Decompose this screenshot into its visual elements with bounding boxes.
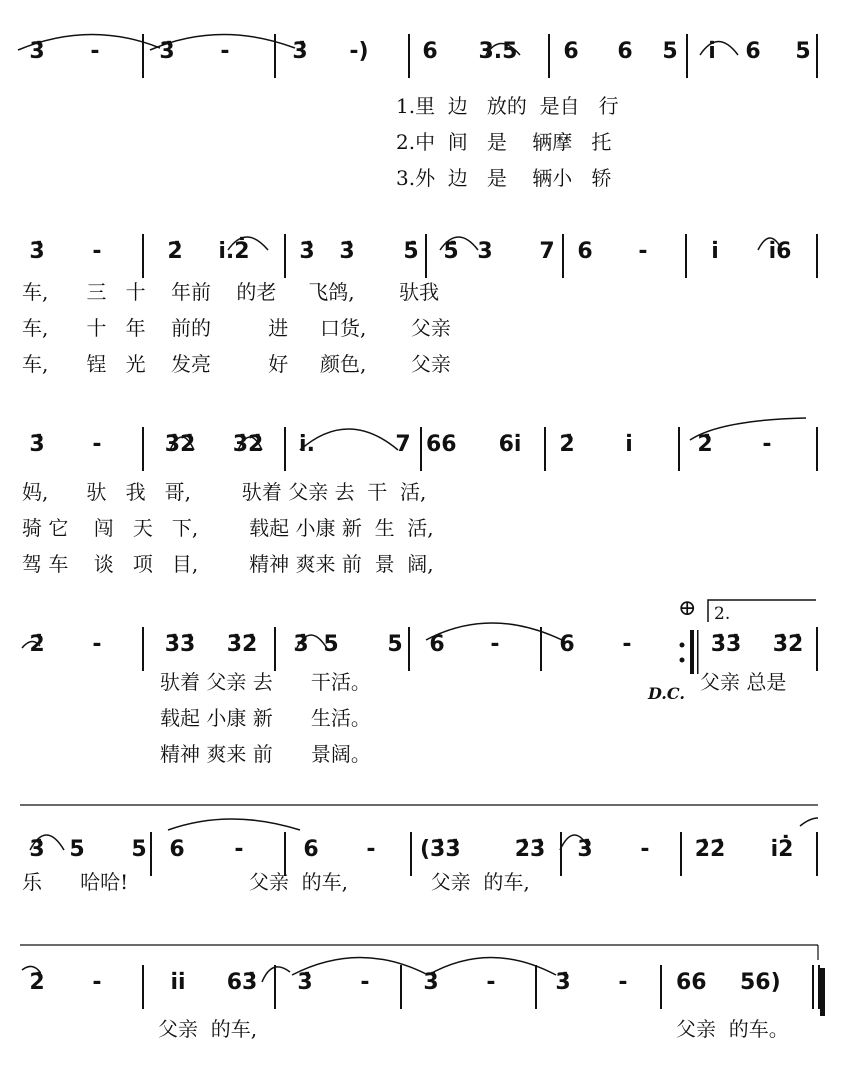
note: 6 — [745, 39, 761, 64]
note: 3̇ — [29, 239, 45, 264]
note: 2̇ — [559, 432, 575, 457]
note: i.2̇ — [218, 239, 250, 264]
repeat-dot — [680, 658, 685, 663]
note: 6 — [563, 39, 579, 64]
note: 3̇ — [29, 39, 45, 64]
lyric-line: 车, 三 十 年前 的老 飞鸽, 驮我 — [22, 280, 440, 304]
note: 5 — [323, 632, 339, 657]
tie — [486, 44, 520, 56]
note: 3̇ — [299, 239, 315, 264]
lyric-line: 精神 爽来 前 景阔。 — [160, 742, 371, 766]
tie — [228, 237, 268, 250]
note: 2̇ — [167, 239, 183, 264]
tie — [22, 966, 40, 972]
note: i̇6 — [768, 239, 792, 264]
note: 3̇ — [577, 837, 593, 862]
tie — [560, 835, 590, 850]
note: - — [92, 432, 102, 457]
tie — [30, 835, 64, 850]
lyric-line: 妈, 驮 我 哥, 驮着 父亲 去 干 活, — [22, 480, 427, 504]
note: 5 — [131, 837, 147, 862]
note: 2̇3̇ — [514, 837, 546, 862]
note: - — [618, 970, 628, 995]
note: 3̇ — [29, 837, 45, 862]
note: 6 — [303, 837, 319, 862]
note: 66 — [676, 970, 707, 995]
note: 6 — [617, 39, 633, 64]
tie — [758, 238, 782, 250]
tie — [440, 237, 478, 250]
slur — [18, 34, 160, 50]
note: 3̇2̇ — [226, 632, 258, 657]
slur — [426, 623, 562, 640]
note: 3̇ — [29, 432, 45, 457]
note: 3̇2̇ — [232, 432, 264, 457]
note: 63̇ — [226, 970, 258, 995]
note: 2̇ — [29, 632, 45, 657]
note: 5̇ — [443, 239, 459, 264]
note: 5 — [387, 632, 403, 657]
note: 3 — [477, 239, 493, 264]
note: 3̇2̇ — [772, 632, 804, 657]
note: 7 — [395, 432, 411, 457]
note: 2̇ — [29, 970, 45, 995]
tie — [296, 635, 328, 650]
note: 2̇ — [697, 432, 713, 457]
note: 6 — [169, 837, 185, 862]
note: - — [638, 239, 648, 264]
note: 3.5 — [478, 39, 518, 64]
final-barline — [820, 968, 825, 1016]
note: 3̇ — [423, 970, 439, 995]
tie — [22, 641, 40, 648]
note: i̇ — [708, 39, 716, 64]
note: - — [220, 39, 230, 64]
note: 6i̇ — [498, 432, 522, 457]
note: 3̇ — [339, 239, 355, 264]
dc-label: D.C. — [648, 684, 685, 703]
lyric-line: 驮着 父亲 去 干活。 — [160, 670, 371, 694]
repeat-barline-thick — [690, 630, 694, 674]
tie — [170, 437, 194, 450]
note: i̇ — [711, 239, 719, 264]
note: -) — [349, 39, 369, 64]
note: 5 — [795, 39, 811, 64]
note: 5 — [662, 39, 678, 64]
slur — [292, 958, 428, 976]
note: 5 — [69, 837, 85, 862]
lyric-line: 1.里 边 放的 是自 行 — [396, 94, 619, 118]
volta-label: 2. — [714, 604, 731, 624]
slur — [150, 34, 295, 50]
lyric-line: 父亲 总是 — [700, 670, 787, 694]
note: - — [92, 970, 102, 995]
slur — [428, 958, 556, 976]
lyric-line: 载起 小康 新 生活。 — [160, 706, 371, 730]
repeat-barline-thin — [697, 630, 699, 674]
note: - — [486, 970, 496, 995]
lyric-line: 乐 哈哈! 父亲 的车, 父亲 的车, — [22, 870, 530, 894]
repeat-dot — [680, 643, 685, 648]
note: 3̇ — [555, 970, 571, 995]
note: 6 — [577, 239, 593, 264]
note: - — [234, 837, 244, 862]
note: 3̇3̇ — [164, 632, 196, 657]
lyric-line: 2.中 间 是 辆摩 托 — [396, 130, 612, 154]
lyric-line: 车, 锃 光 发亮 好 颜色, 父亲 — [22, 352, 451, 376]
note: - — [92, 632, 102, 657]
lyric-line: 父亲 的车。 — [676, 1017, 789, 1041]
note: 6 — [422, 39, 438, 64]
note: - — [90, 39, 100, 64]
note: 5̇ — [403, 239, 419, 264]
note: 3̇2̇ — [164, 432, 196, 457]
note: - — [92, 239, 102, 264]
note: i̇2̇ — [770, 837, 794, 862]
lyric-line: 父亲 的车, — [158, 1017, 258, 1041]
tie — [800, 818, 818, 826]
note: 2̇2̇ — [694, 837, 726, 862]
note: 56) — [740, 970, 781, 995]
tie — [238, 437, 262, 450]
tie — [700, 42, 738, 56]
note: - — [490, 632, 500, 657]
coda-sign: ⊕ — [678, 596, 697, 621]
slur — [300, 429, 398, 450]
note: - — [640, 837, 650, 862]
note: - — [762, 432, 772, 457]
lyric-line: 驾 车 谈 项 目, 精神 爽来 前 景 阔, — [22, 552, 434, 576]
lyric-line: 骑 它 闯 天 下, 载起 小康 新 生 活, — [22, 516, 434, 540]
note: 6 — [429, 632, 445, 657]
note: 66 — [426, 432, 457, 457]
slur — [690, 418, 806, 440]
note: - — [360, 970, 370, 995]
note: 3̇3̇ — [710, 632, 742, 657]
lyric-line: 3.外 边 是 辆小 轿 — [396, 166, 612, 190]
lyric-line: 车, 十 年 前的 进 口货, 父亲 — [22, 316, 451, 340]
note: i. — [299, 432, 315, 457]
note: 3̇ — [293, 632, 309, 657]
note: - — [366, 837, 376, 862]
note: 7 — [539, 239, 555, 264]
note: i̇i̇ — [170, 970, 186, 995]
tie — [262, 967, 290, 982]
note: - — [622, 632, 632, 657]
note: 3̇ — [159, 39, 175, 64]
note: (3̇3̇ — [420, 837, 461, 862]
slur — [168, 819, 300, 830]
note: 3̇ — [297, 970, 313, 995]
note: 3̇ — [292, 39, 308, 64]
note: i̇ — [625, 432, 633, 457]
note: 6 — [559, 632, 575, 657]
